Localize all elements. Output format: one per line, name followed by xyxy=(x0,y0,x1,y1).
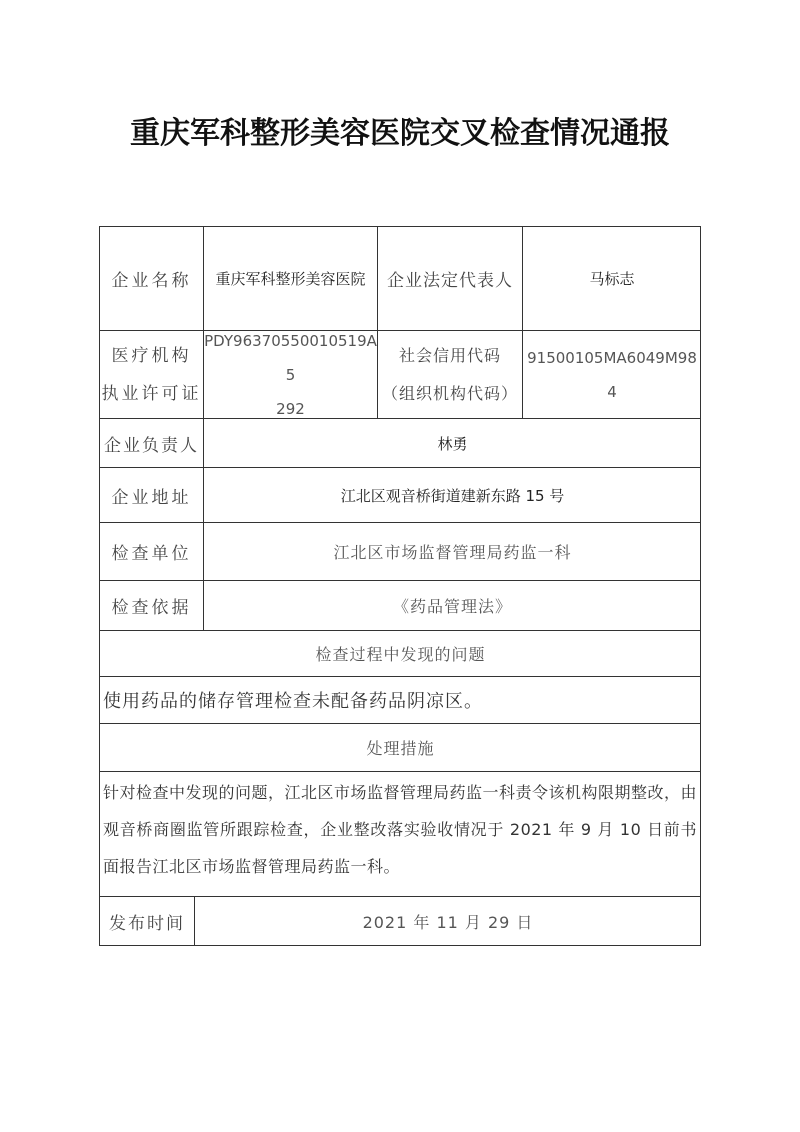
person-in-charge: 林勇 xyxy=(204,419,701,468)
license-number xyxy=(204,331,378,419)
legal-rep-label: 企业法定代表人 xyxy=(378,227,523,331)
legal-rep: 马标志 xyxy=(523,227,701,331)
publish-time-label: 发布时间 xyxy=(100,897,195,946)
inspection-unit: 江北区市场监督管理局药监一科 xyxy=(204,523,701,581)
person-in-charge-label: 企业负责人 xyxy=(100,419,204,468)
credit-label-line1: 社会信用代码 xyxy=(398,345,501,365)
measures-header: 处理措施 xyxy=(100,724,701,772)
enterprise-name-label: 企业名称 xyxy=(100,227,204,331)
page-title: 重庆军科整形美容医院交叉检查情况通报 xyxy=(130,116,670,151)
license-label xyxy=(100,331,204,419)
enterprise-name: 重庆军科整形美容医院 xyxy=(204,227,378,331)
address-label: 企业地址 xyxy=(100,468,204,523)
problems-header: 检查过程中发现的问题 xyxy=(100,631,701,677)
license-label-line2: 执业许可证 xyxy=(101,383,202,404)
address: 江北区观音桥街道建新东路 15 号 xyxy=(204,468,701,523)
publish-time: 2021 年 11 月 29 日 xyxy=(362,913,534,932)
inspection-basis: 《药品管理法》 xyxy=(204,581,701,631)
credit-code-label xyxy=(378,331,523,419)
inspection-unit-label: 检查单位 xyxy=(100,523,204,581)
report-table xyxy=(99,226,701,946)
measures-text: 针对检查中发现的问题，江北区市场监督管理局药监一科责令该机构限期整改，由观音桥商圈监管所跟踪检查，企业整改落实验收情况于 2021 年 9 月 10 日前书面报告江北区市场监督管理局药监一科。 xyxy=(100,772,701,897)
inspection-basis-label: 检查依据 xyxy=(100,581,204,631)
credit-code: 91500105MA6049M984 xyxy=(523,331,701,419)
credit-label-line2: （组织机构代码） xyxy=(381,383,518,403)
license-number-line1: PDY96370550010519A5 xyxy=(204,331,377,384)
problems-text: 使用药品的储存管理检查未配备药品阴凉区。 xyxy=(100,677,701,724)
license-label-line1: 医疗机构 xyxy=(111,345,192,366)
license-number-line2: 292 xyxy=(276,399,305,418)
